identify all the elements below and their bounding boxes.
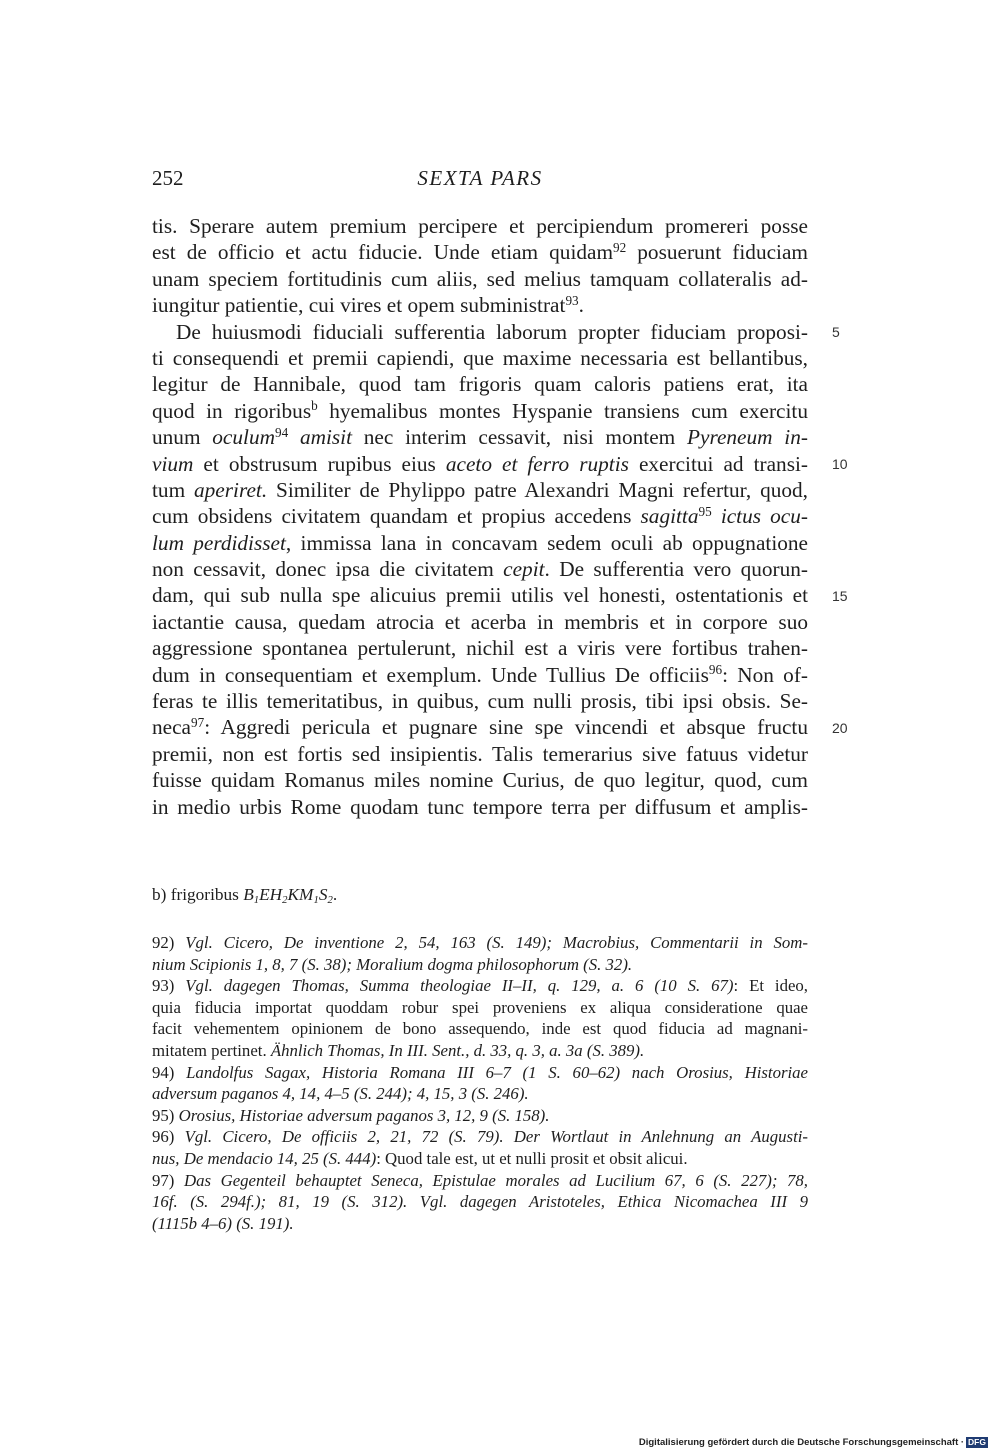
footnote-ref-96[interactable]: 96 — [708, 662, 723, 678]
footnote-94-cont: adversum paganos 4, 14, 4–5 (S. 244); 4, 15, 3 (S. 246). — [152, 1084, 529, 1104]
text-line: in medio urbis Rome quodam tunc tempore terra per diffusum et amplis- — [152, 794, 808, 819]
footnote-93: 93) Vgl. dagegen Thomas, Summa theologiae II–II, q. 129, a. 6 (10 S. 67): Et ideo, — [152, 976, 808, 996]
text-line: iungitur patientie, cui vires et opem subministrat$^{93}$. — [152, 292, 584, 318]
page-number: 252 — [152, 166, 184, 190]
text-line: non cessavit, donec ipsa die civitatem cepit. De sufferentia vero quorun- — [152, 557, 809, 582]
text-line: dum in consequentiam et exemplum. Unde Tullius De officiis$^{96}$: Non of- — [152, 662, 809, 687]
footnote-93-cont: quia fiducia importat quoddam robur spei proveniens ex aliqua consideratione quae — [152, 997, 808, 1017]
text-line: tum aperiret. Similiter de Phylippo patre Alexandri Magni refertur, quod, — [152, 477, 808, 502]
footnote-94: 94) Landolfus Sagax, Historia Romana III 6–7 (1 S. 60–62) nach Orosius, Historiae — [152, 1062, 808, 1082]
text-line: ti consequendi et premii capiendi, que maxime necessaria est bellantibus, — [152, 345, 808, 370]
footnote-97: 97) Das Gegenteil behauptet Seneca, Epistulae morales ad Lucilium 67, 6 (S. 227); 78, — [152, 1170, 808, 1190]
footnote-ref-93[interactable]: 93 — [565, 292, 579, 308]
text-line: neca$^{97}$: Aggredi pericula et pugnare sine spe vincendi et absque fructu — [152, 715, 808, 740]
footnote-97-cont: 16f. (S. 294f.); 81, 19 (S. 312). Vgl. dagegen Aristoteles, Ethica Nicomachea III 9 — [152, 1192, 808, 1212]
text-line: aggressione spontanea pertulerunt, nichil est a viris vere fortibus trahen- — [152, 636, 808, 661]
main-text — [152, 213, 808, 820]
footnote-97-cont: (1115b 4–6) (S. 191). — [152, 1213, 294, 1233]
text-line: dam, qui sub nulla spe alicuius premii utilis vel honesti, ostentationis et — [152, 583, 808, 608]
footnote-93-cont: facit vehementem opinionem de bono assequendo, inde est quod fiducia ad magnani- — [152, 1019, 808, 1039]
text-line: est de officio et actu fiducie. Unde etiam quidam$^{92}$ posuerunt fiduciam — [152, 240, 808, 265]
footnote-96-cont: nus, De mendacio 14, 25 (S. 444): Quod tale est, ut et nulli prosit et obsit alicui. — [152, 1148, 688, 1168]
text-line: premii, non est fortis sed insipientis. Talis temerarius sive fatuus videtur — [152, 741, 808, 766]
footnote-93-cont: mitatem pertinet. Ähnlich Thomas, In III. Sent., d. 33, q. 3, a. 3a (S. 389). — [152, 1040, 645, 1060]
footnote-92-cont: nium Scipionis 1, 8, 7 (S. 38); Moralium dogma philosophorum (S. 32). — [152, 954, 633, 974]
dfg-logo-icon: DFG — [968, 1437, 986, 1447]
text-line: iactantie causa, quedam atrocia et acerba in membris et in corpore suo — [152, 609, 808, 634]
running-head: SEXTA PARS — [417, 166, 543, 190]
variant-note-b: b) frigoribus $B_1EH_2KM_1S_2$. — [152, 885, 338, 907]
footnote-ref-97[interactable]: 97 — [191, 715, 205, 731]
footnote-ref-95[interactable]: 95 — [698, 504, 712, 520]
variant-ref-b[interactable]: b — [311, 398, 318, 414]
text-line: quod in rigoribus$^b$ hyemalibus montes Hyspanie transiens cum exercitu — [152, 398, 808, 423]
footnote-95: 95) Orosius, Historiae adversum paganos 3, 12, 9 (S. 158). — [152, 1105, 550, 1125]
line-number-15: 15 — [832, 588, 848, 604]
text-line: legitur de Hannibale, quod tam frigoris quam caloris patiens erat, ita — [152, 372, 808, 397]
text-line: De huiusmodi fiduciali sufferentia laborum propter fiduciam proposi- — [176, 319, 808, 344]
footnote-92: 92) Vgl. Cicero, De inventione 2, 54, 163 (S. 149); Macrobius, Commentarii in Som- — [152, 933, 808, 952]
text-line: fuisse quidam Romanus miles nomine Curius, de quo legitur, quod, cum — [152, 768, 808, 793]
text-line: feras te illis temeritatibus, in quibus, cum nulli prosis, tibi ipsi obsis. Se- — [152, 689, 808, 714]
text-line: cum obsidens civitatem quandam et propius accedens sagitta$^{95}$ ictus ocu- — [152, 504, 809, 529]
text-line: unam speciem fortitudinis cum aliis, sed melius tamquam collateralis ad- — [152, 266, 808, 291]
footnote-96: 96) Vgl. Cicero, De officiis 2, 21, 72 (S. 79). Der Wortlaut in Anlehnung an Augusti- — [152, 1127, 808, 1147]
text-line: tis. Sperare autem premium percipere et percipiendum promereri posse — [152, 214, 808, 238]
footnote-ref-94[interactable]: 94 — [274, 424, 289, 440]
line-number-20: 20 — [832, 720, 848, 736]
footnotes — [152, 932, 808, 1234]
text-line: vium et obstrusum rupibus eius aceto et ferro ruptis exercitui ad transi- — [152, 451, 808, 476]
line-number-5: 5 — [832, 324, 840, 340]
digitization-credit: Digitalisierung gefördert durch die Deutsche Forschungsgemeinschaft · DFG — [638, 1437, 986, 1449]
footnote-ref-92[interactable]: 92 — [613, 240, 627, 256]
text-line: lum perdidisset, immissa lana in concavam sedem oculi ab oppugnatione — [152, 530, 808, 555]
line-number-10: 10 — [832, 456, 848, 472]
text-line: unum oculum$^{94}$ amisit nec interim cessavit, nisi montem Pyreneum in- — [152, 424, 808, 450]
